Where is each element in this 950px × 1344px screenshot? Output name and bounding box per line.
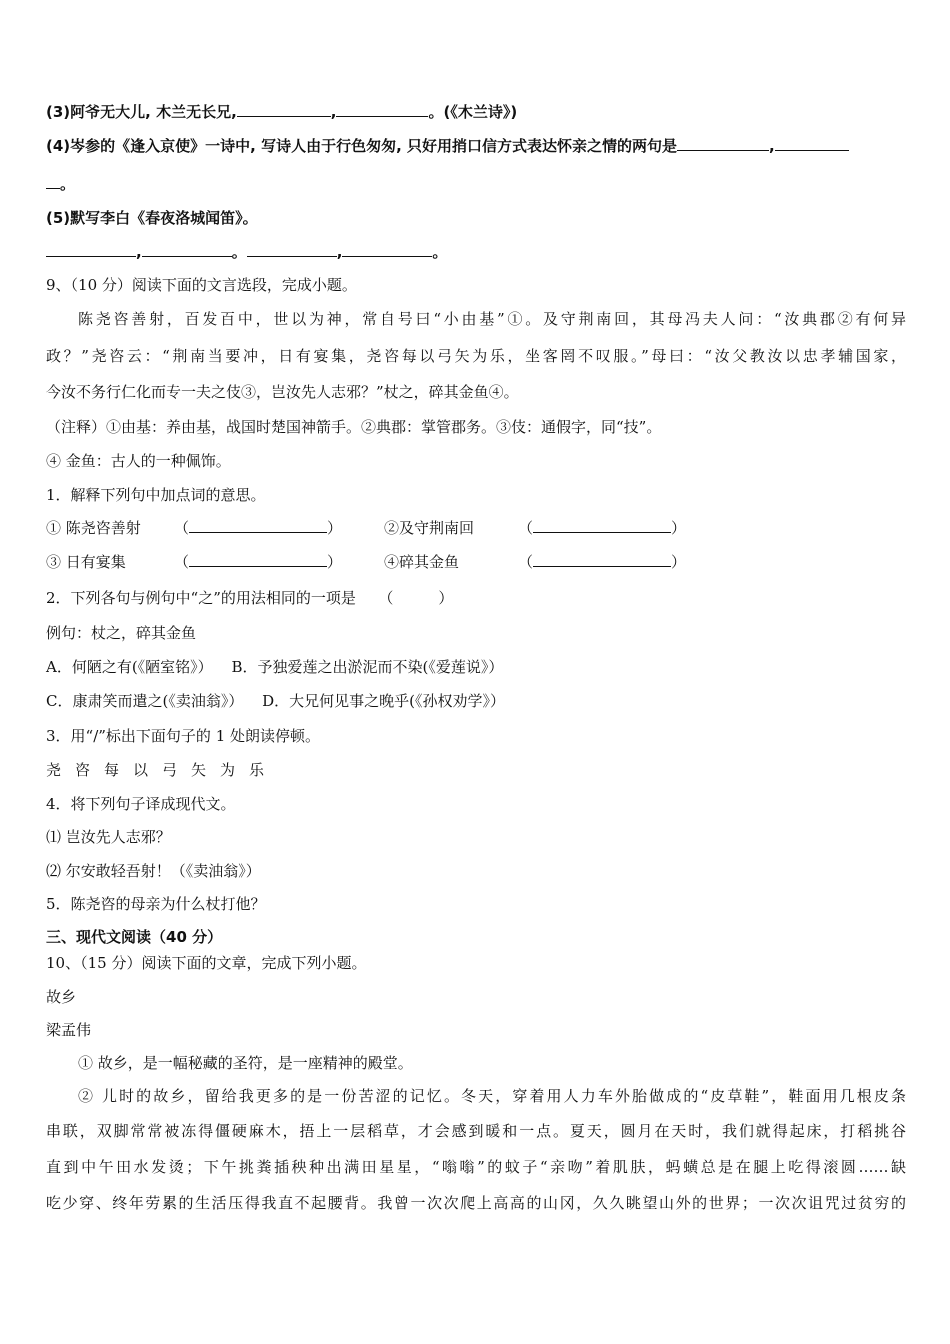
q9-s2-options-row2 [46, 690, 505, 712]
answer-blank[interactable] [46, 242, 136, 257]
answer-blank[interactable] [533, 552, 671, 567]
q8-3-prefix: (3)阿爷无大儿, 木兰无长兄, [46, 103, 237, 121]
article-para-line: 直到中午田水发烫；下午挑粪插秧种出满田星星，“嗡嗡”的蚊子“亲吻”着肌肤，蚂蟥总是在腿上吃得滚圆……缺 [46, 1158, 906, 1176]
answer-blank[interactable] [247, 242, 337, 257]
paren-close: ） [327, 553, 343, 571]
paren-close: ） [327, 519, 343, 537]
answer-blank[interactable] [533, 518, 671, 533]
q9-passage-line: 政？”尧咨云：“荆南当要冲，日有宴集，尧咨每以弓矢为乐，坐客罔不叹服。”母曰：“汝父教汝以忠孝辅国家， [46, 347, 906, 365]
q9-s1-item: ① 陈尧咨善射 [46, 519, 141, 537]
q9-s1-item: ②及守荆南回 [384, 519, 475, 537]
q9-note: （注释）①由基：养由基，战国时楚国神箭手。②典郡：掌管郡务。③伎：通假字，同“技”。 [46, 418, 662, 436]
paren-close: ） [671, 553, 687, 571]
q9-s1-title: 1．解释下列句中加点词的意思。 [46, 486, 266, 504]
q9-s1-item: ③ 日有宴集 [46, 553, 126, 571]
q9-s3-sentence[interactable]: 尧咨每以弓矢为乐 [46, 761, 279, 779]
article-para-line: 串联，双脚常常被冻得僵硬麻木，捂上一层稻草，才会感到暖和一点。夏天，圆月在天时，我们就得起床，打稻挑谷 [46, 1122, 906, 1140]
q9-s4-title: 4．将下列句子译成现代文。 [46, 795, 236, 813]
paren-open: （ [174, 553, 190, 571]
q8-3-sep: , [330, 103, 337, 121]
answer-blank[interactable] [142, 242, 232, 257]
answer-blank[interactable] [189, 552, 327, 567]
answer-blank[interactable] [189, 518, 327, 533]
answer-blank[interactable] [46, 174, 60, 189]
paren-close: ） [671, 519, 687, 537]
q9-note: ④ 金鱼：古人的一种佩饰。 [46, 452, 231, 470]
q9-s5-title: 5．陈尧咨的母亲为什么杖打他？ [46, 895, 266, 913]
answer-blank[interactable] [336, 102, 428, 117]
section-heading: 三、现代文阅读（40 分） [46, 928, 223, 946]
q8-3-suffix: 。(《木兰诗》) [428, 103, 518, 121]
q9-s1-row1 [46, 517, 687, 539]
q9-s2-example: 例句：杖之，碎其金鱼 [46, 624, 197, 642]
option-a[interactable]: A．何陋之有(《陋室铭》） [46, 658, 213, 676]
q8-3-line [46, 101, 517, 123]
q8-5-blanks [46, 241, 447, 263]
q8-4-end: 。 [60, 175, 76, 193]
q10-title: 10、（15 分）阅读下面的文章，完成下列小题。 [46, 954, 367, 972]
q8-4-line2 [46, 173, 75, 195]
paren-open: （ [518, 519, 534, 537]
q8-4-line [46, 135, 849, 157]
article-para-line: 吃少穿、终年劳累的生活压得我直不起腰背。我曾一次次爬上高高的山冈，久久眺望山外的世界；一次次诅咒过贫穷的 [46, 1194, 906, 1212]
q8-5-sep2: 。 [231, 243, 247, 261]
answer-blank[interactable] [342, 242, 432, 257]
article-para: ① 故乡，是一幅秘藏的圣符，是一座精神的殿堂。 [78, 1054, 413, 1072]
q9-s1-row2 [46, 551, 687, 573]
q9-s4-item: ⑵ 尔安敢轻吾射！（《卖油翁》） [46, 862, 261, 880]
answer-paren [174, 551, 342, 573]
q9-passage-line: 今汝不务行仁化而专一夫之伎③，岂汝先人志邪？”杖之，碎其金鱼④。 [46, 383, 519, 401]
q9-s2-options-row1 [46, 656, 503, 678]
q9-title: 9、（10 分）阅读下面的文言选段，完成小题。 [46, 276, 357, 294]
q8-5-sep3: , [336, 243, 343, 261]
article-title: 故乡 [46, 988, 77, 1006]
option-b[interactable]: B．予独爱莲之出淤泥而不染(《爱莲说》） [231, 658, 504, 676]
paren-open: （ [518, 553, 534, 571]
article-author: 梁孟伟 [46, 1021, 92, 1039]
q9-s2-title: 2．下列各句与例句中“之”的用法相同的一项是 （ ） [46, 589, 454, 607]
answer-paren [518, 517, 686, 539]
answer-blank[interactable] [677, 136, 769, 151]
q8-4-text: (4)岑参的《逢入京使》一诗中, 写诗人由于行色匆匆, 只好用捎口信方式表达怀亲之情的两句是 [46, 137, 677, 155]
q8-5-line: (5)默写李白《春夜洛城闻笛》。 [46, 209, 258, 227]
q8-4-sep: , [769, 137, 775, 155]
q8-5-end: 。 [432, 243, 448, 261]
q8-5-sep1: , [136, 243, 142, 261]
q9-passage-line: 陈尧咨善射，百发百中，世以为神，常自号曰“小由基”①。及守荆南回，其母冯夫人问：“汝典郡②有何异 [78, 310, 906, 328]
answer-blank[interactable] [775, 136, 849, 151]
answer-paren [518, 551, 686, 573]
option-d[interactable]: D．大兄何见事之晚乎(《孙权劝学》） [262, 692, 506, 710]
paren-open: （ [174, 519, 190, 537]
q9-s1-item: ④碎其金鱼 [384, 553, 460, 571]
q9-s4-item: ⑴ 岂汝先人志邪？ [46, 828, 171, 846]
article-para-line: ② 儿时的故乡，留给我更多的是一份苦涩的记忆。冬天，穿着用人力车外胎做成的“皮草鞋”，鞋面用几根皮条 [78, 1087, 906, 1105]
answer-paren [174, 517, 342, 539]
option-c[interactable]: C．康肃笑而遣之(《卖油翁》） [46, 692, 244, 710]
answer-blank[interactable] [237, 102, 331, 117]
q9-s3-title: 3．用“/”标出下面句子的 1 处朗读停顿。 [46, 727, 321, 745]
